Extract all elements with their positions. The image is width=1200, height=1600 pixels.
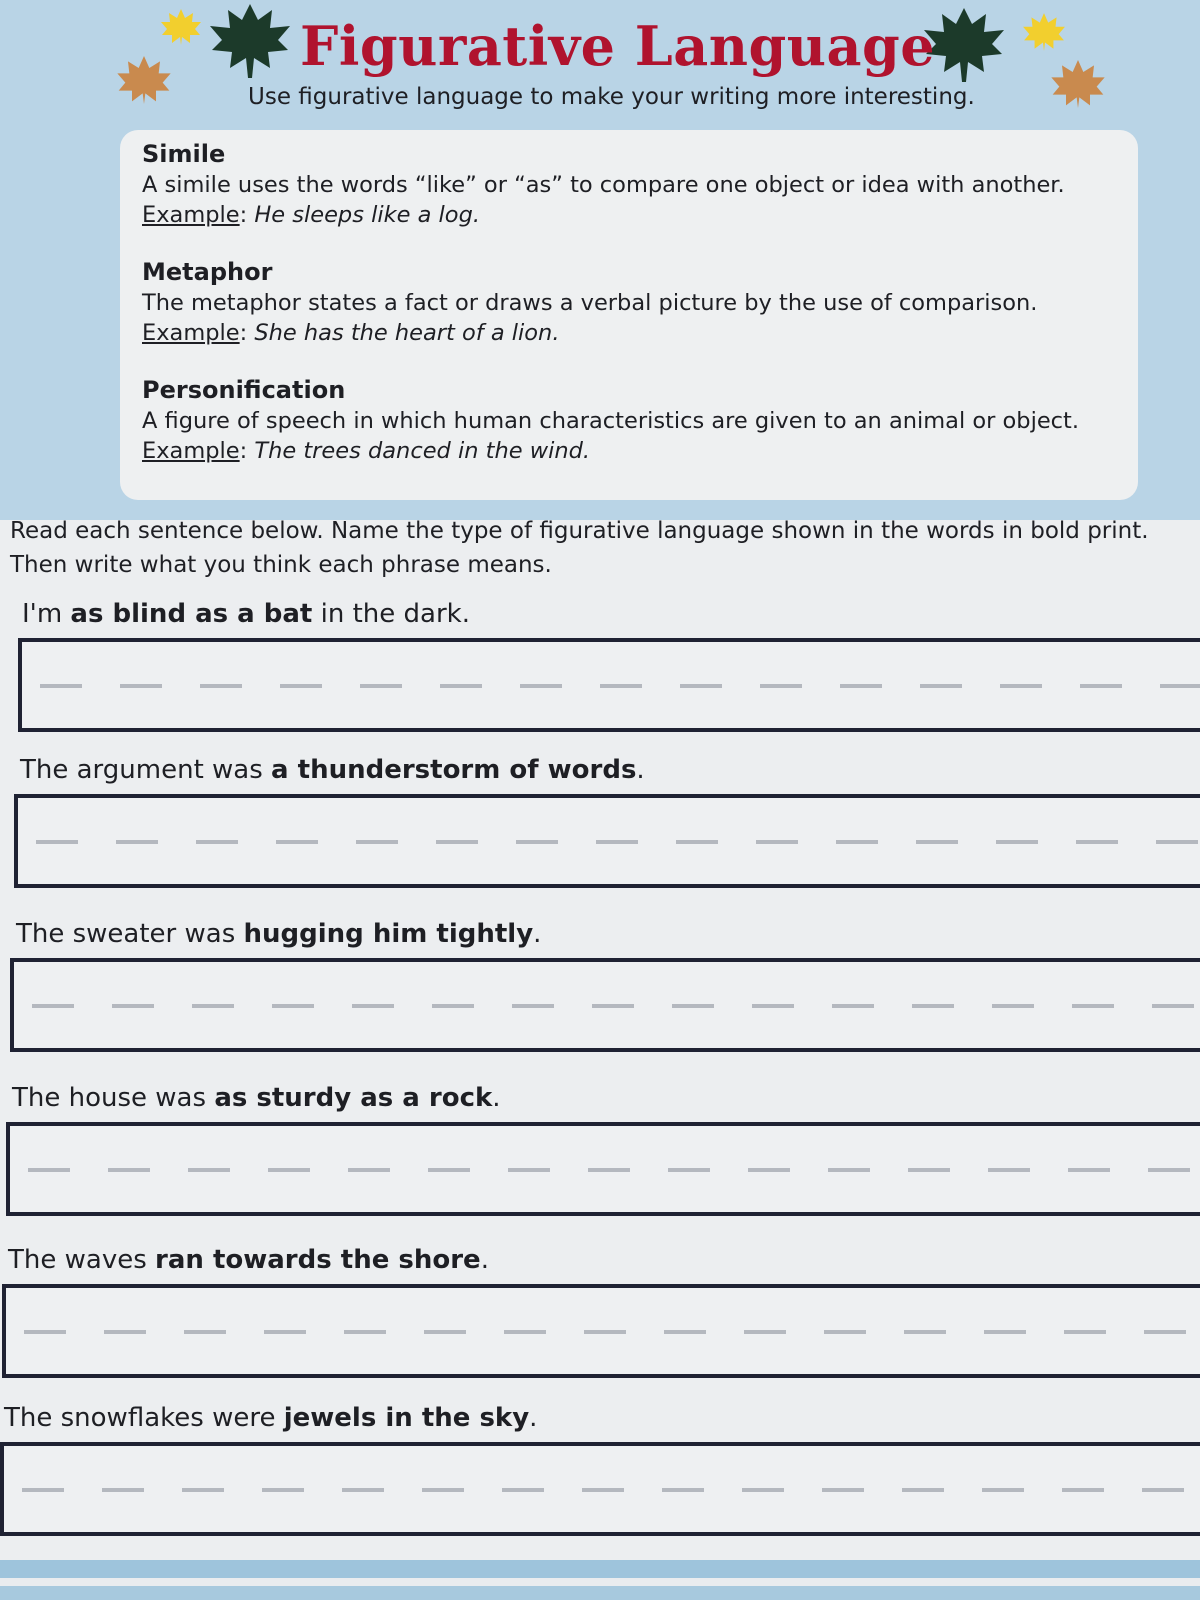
- definition-example: Example: She has the heart of a lion.: [142, 320, 560, 346]
- footer-band: [0, 1560, 1200, 1600]
- question-sentence: [8, 1242, 1200, 1278]
- definition-text: A figure of speech in which human characteristics are given to an animal or object.: [142, 408, 1080, 434]
- example-label: Example: [142, 202, 240, 228]
- orange-leaf-icon: [116, 54, 172, 106]
- question-sentence: [4, 1400, 1200, 1436]
- definition-example: Example: The trees danced in the wind.: [142, 438, 591, 464]
- sentence-part: in the dark.: [312, 599, 470, 629]
- question-sentence: [12, 1080, 1200, 1116]
- definition-term: Simile: [142, 140, 226, 168]
- definition-text: The metaphor states a fact or draws a verbal picture by the use of comparison.: [142, 290, 1038, 316]
- answer-box[interactable]: [2, 1284, 1200, 1378]
- bold-phrase: ran towards the shore: [155, 1245, 481, 1275]
- writing-guide-line: [36, 840, 1200, 844]
- sentence-part: .: [492, 1083, 501, 1113]
- sentence-part: The house was: [12, 1083, 215, 1113]
- definition-term: Personification: [142, 376, 346, 404]
- bold-phrase: jewels in the sky: [283, 1403, 530, 1433]
- writing-guide-line: [22, 1488, 1200, 1492]
- sentence-part: .: [480, 1245, 489, 1275]
- instructions: [10, 514, 1190, 582]
- example-sentence: She has the heart of a lion.: [254, 320, 560, 346]
- question-3: [16, 916, 1200, 1052]
- writing-guide-line: [40, 684, 1200, 688]
- answer-box[interactable]: [10, 958, 1200, 1052]
- answer-box[interactable]: [0, 1442, 1200, 1536]
- orange-leaf-icon: [1050, 58, 1106, 110]
- example-sentence: The trees danced in the wind.: [254, 438, 591, 464]
- writing-guide-line: [32, 1004, 1200, 1008]
- yellow-leaf-icon: [160, 8, 202, 46]
- example-sentence: He sleeps like a log.: [254, 202, 481, 228]
- question-5: [8, 1242, 1200, 1378]
- sentence-part: .: [529, 1403, 538, 1433]
- bold-phrase: as sturdy as a rock: [214, 1083, 493, 1113]
- page-subtitle: Use figurative language to make your writing more interesting.: [248, 84, 975, 110]
- question-2: [20, 752, 1200, 888]
- definitions-card: [120, 130, 1138, 500]
- definition-text: A simile uses the words “like” or “as” to compare one object or idea with another.: [142, 172, 1065, 198]
- definition-example: Example: He sleeps like a log.: [142, 202, 481, 228]
- question-sentence: [22, 596, 1200, 632]
- definition-metaphor: [142, 256, 1118, 348]
- bold-phrase: as blind as a bat: [70, 599, 313, 629]
- sentence-part: The waves: [8, 1245, 156, 1275]
- instructions-line: Read each sentence below. Name the type of figurative language shown in the words in bold print.: [10, 518, 1149, 544]
- sentence-part: .: [533, 919, 542, 949]
- question-6: [4, 1400, 1200, 1536]
- bold-phrase: a thunderstorm of words: [271, 755, 637, 785]
- answer-box[interactable]: [14, 794, 1200, 888]
- sentence-part: The snowflakes were: [4, 1403, 284, 1433]
- page-title: Figurative Language: [300, 14, 936, 78]
- instructions-line: Then write what you think each phrase means.: [10, 552, 552, 578]
- writing-guide-line: [24, 1330, 1200, 1334]
- green-leaf-icon: [208, 2, 292, 80]
- question-1: [22, 596, 1200, 732]
- answer-box[interactable]: [18, 638, 1200, 732]
- writing-guide-line: [28, 1168, 1200, 1172]
- sentence-part: The argument was: [20, 755, 272, 785]
- question-sentence: [20, 752, 1200, 788]
- yellow-leaf-icon: [1022, 12, 1066, 52]
- sentence-part: The sweater was: [16, 919, 244, 949]
- example-label: Example: [142, 438, 240, 464]
- definition-personification: [142, 374, 1118, 466]
- bold-phrase: hugging him tightly: [243, 919, 534, 949]
- question-4: [12, 1080, 1200, 1216]
- sentence-part: I'm: [22, 599, 71, 629]
- definition-term: Metaphor: [142, 258, 273, 286]
- example-label: Example: [142, 320, 240, 346]
- answer-box[interactable]: [6, 1122, 1200, 1216]
- sentence-part: .: [636, 755, 645, 785]
- question-sentence: [16, 916, 1200, 952]
- definition-simile: [142, 138, 1118, 230]
